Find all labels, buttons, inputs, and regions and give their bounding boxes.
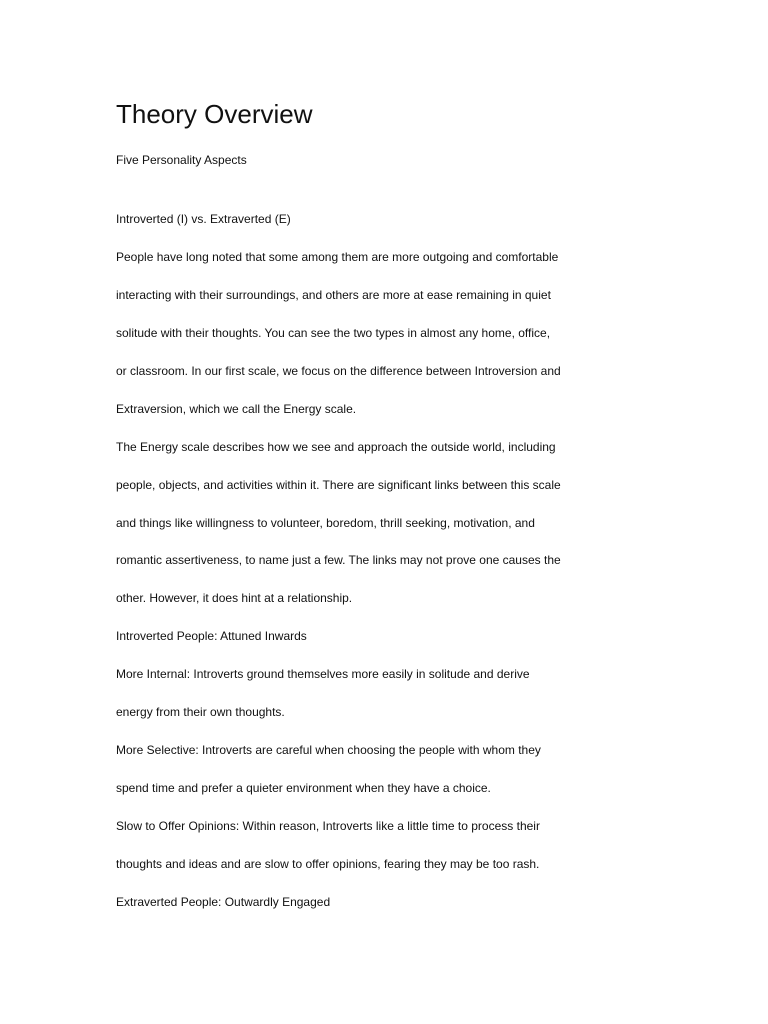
paragraph-line: People have long noted that some among them are more outgoing and comfortable [116,249,559,264]
paragraph-line: More Internal: Introverts ground themselves more easily in solitude and derive [116,667,530,682]
document-body [116,201,596,922]
paragraph-line: and things like willingness to volunteer, boredom, thrill seeking, motivation, and [116,515,535,530]
section-heading-extraverted-people: Extraverted People: Outwardly Engaged [116,894,331,909]
paragraph-line: solitude with their thoughts. You can see the two types in almost any home, office, [116,325,551,340]
section-heading-introverted-vs-extraverted: Introverted (I) vs. Extraverted (E) [116,212,291,226]
paragraph-line: romantic assertiveness, to name just a few. The links may not prove one causes the [116,553,561,568]
paragraph-line: other. However, it does hint at a relationship. [116,591,353,606]
page-title: Theory Overview [116,99,313,129]
paragraph-line: Extraversion, which we call the Energy scale. [116,401,357,416]
page-subtitle: Five Personality Aspects [116,153,247,167]
paragraph-line: people, objects, and activities within it. There are significant links between this scale [116,477,561,492]
paragraph-line: thoughts and ideas and are slow to offer opinions, fearing they may be too rash. [116,856,540,871]
paragraph-line: interacting with their surroundings, and others are more at ease remaining in quiet [116,287,551,302]
paragraph-line: spend time and prefer a quieter environment when they have a choice. [116,781,491,796]
paragraph-line: The Energy scale describes how we see and approach the outside world, including [116,439,556,454]
paragraph-line: energy from their own thoughts. [116,705,285,720]
paragraph-line: Slow to Offer Opinions: Within reason, Introverts like a little time to process their [116,819,540,833]
section-heading-introverted-people: Introverted People: Attuned Inwards [116,629,307,644]
paragraph-line: More Selective: Introverts are careful when choosing the people with whom they [116,743,541,758]
paragraph-line: or classroom. In our first scale, we focus on the difference between Introversion and [116,363,561,378]
